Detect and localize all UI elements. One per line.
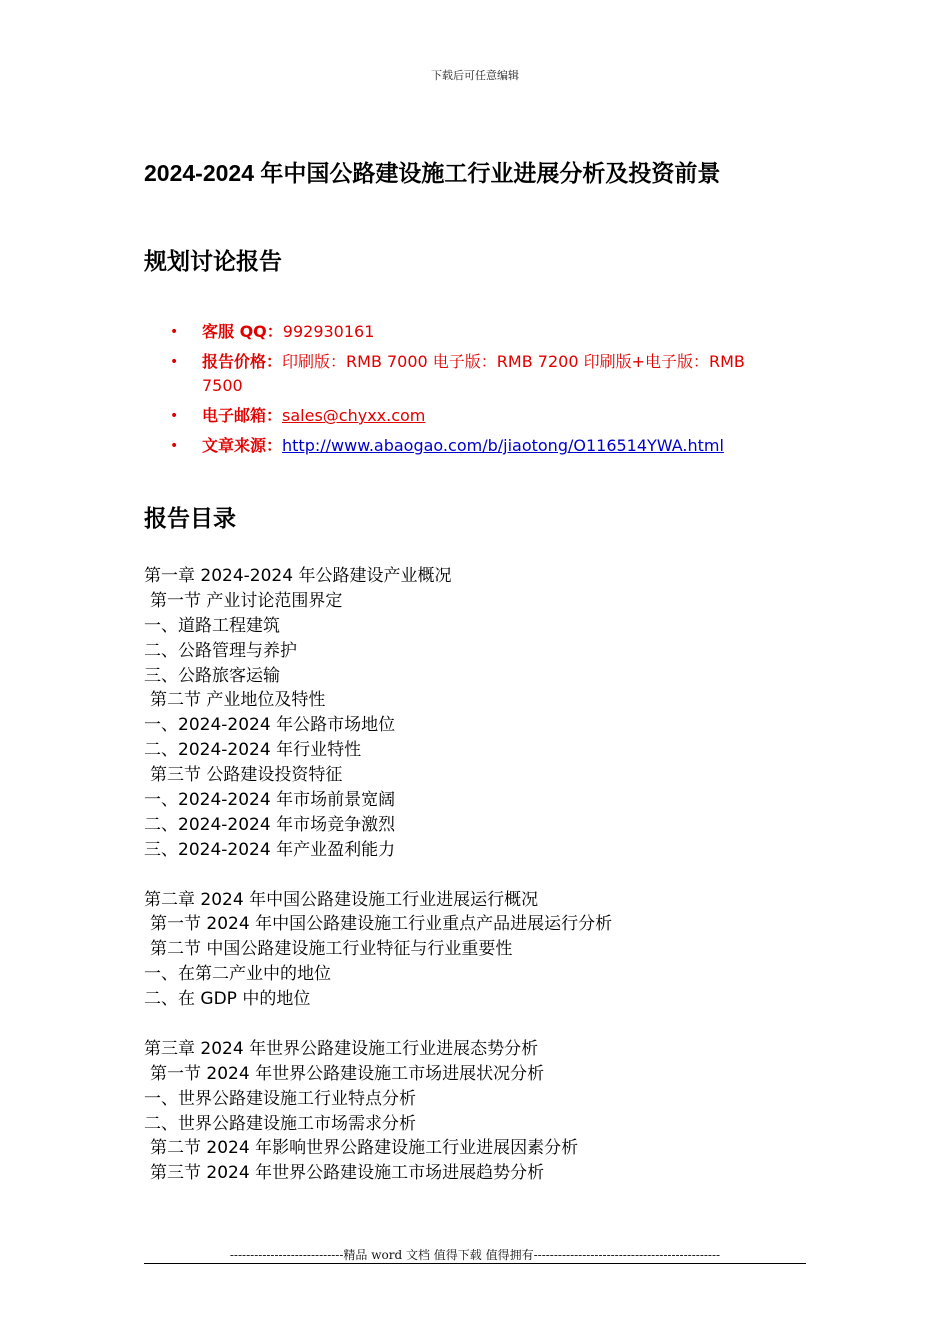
toc-entry: 第一节 2024 年世界公路建设施工市场进展状况分析 [150, 1063, 545, 1084]
toc-entry: 一、在第二产业中的地位 [144, 964, 331, 985]
toc-entry: 一、道路工程建筑 [144, 615, 280, 636]
toc-entry: 二、2024-2024 年行业特性 [144, 740, 362, 761]
bullet-icon: • [170, 408, 179, 424]
info-item [170, 320, 790, 344]
toc-entry: 第一节 产业讨论范围界定 [150, 590, 343, 611]
info-label: 报告价格： [202, 352, 283, 371]
info-value: 992930161 [282, 322, 375, 341]
report-info-list [170, 320, 790, 464]
bullet-icon: • [170, 324, 179, 340]
footer-divider [144, 1263, 806, 1264]
toc-entry: 第一节 2024 年中国公路建设施工行业重点产品进展运行分析 [150, 914, 613, 935]
bullet-icon: • [170, 354, 179, 370]
info-label: 电子邮箱： [202, 406, 283, 425]
toc-entry: 第一章 2024-2024 年公路建设产业概况 [144, 566, 452, 586]
toc-entry: 第三节 公路建设投资特征 [150, 765, 343, 786]
info-value: 印刷版：RMB 7000 电子版：RMB 7200 印刷版+电子版：RMB 7500 [202, 352, 745, 395]
toc-entry: 第二章 2024 年中国公路建设施工行业进展运行概况 [144, 889, 539, 910]
page-footer-note: ----------------------------精品 word 文档 值得下载 值得拥有---------------------------------------------- [229, 1248, 721, 1262]
toc-heading: 报告目录 [144, 505, 236, 531]
toc-entry: 二、2024-2024 年市场竞争激烈 [144, 814, 396, 835]
info-item [170, 404, 790, 428]
toc-entry: 第二节 2024 年影响世界公路建设施工行业进展因素分析 [150, 1138, 579, 1159]
toc-entry: 一、世界公路建设施工行业特点分析 [144, 1088, 416, 1109]
toc-entry: 一、2024-2024 年市场前景宽阔 [144, 790, 396, 811]
toc-spacer [144, 863, 824, 888]
info-label: 客服 QQ： [202, 322, 283, 341]
report-title-line-1: 2024-2024 年中国公路建设施工行业进展分析及投资前景 [144, 160, 721, 186]
table-of-contents [144, 564, 824, 1186]
page-header-note: 下载后可任意编辑 [431, 69, 519, 82]
toc-entry: 二、世界公路建设施工市场需求分析 [144, 1113, 416, 1134]
info-label: 文章来源： [202, 436, 283, 455]
bullet-icon: • [170, 438, 179, 454]
toc-entry: 三、2024-2024 年产业盈利能力 [144, 839, 396, 860]
info-item [170, 434, 790, 458]
toc-entry: 第二节 产业地位及特性 [150, 690, 326, 711]
info-item [170, 350, 790, 398]
toc-entry: 二、公路管理与养护 [144, 640, 297, 661]
toc-entry: 第二节 中国公路建设施工行业特征与行业重要性 [150, 939, 513, 960]
toc-entry: 三、公路旅客运输 [144, 665, 280, 686]
toc-entry: 第三章 2024 年世界公路建设施工行业进展态势分析 [144, 1038, 539, 1059]
toc-spacer [144, 1012, 824, 1037]
info-link[interactable]: sales@chyxx.com [282, 406, 426, 425]
toc-entry: 二、在 GDP 中的地位 [144, 989, 311, 1010]
report-title-line-2: 规划讨论报告 [144, 248, 282, 274]
toc-entry: 第三节 2024 年世界公路建设施工市场进展趋势分析 [150, 1163, 545, 1184]
info-link[interactable]: http://www.abaogao.com/b/jiaotong/O116514YWA.html [282, 436, 724, 455]
toc-entry: 一、2024-2024 年公路市场地位 [144, 715, 396, 736]
